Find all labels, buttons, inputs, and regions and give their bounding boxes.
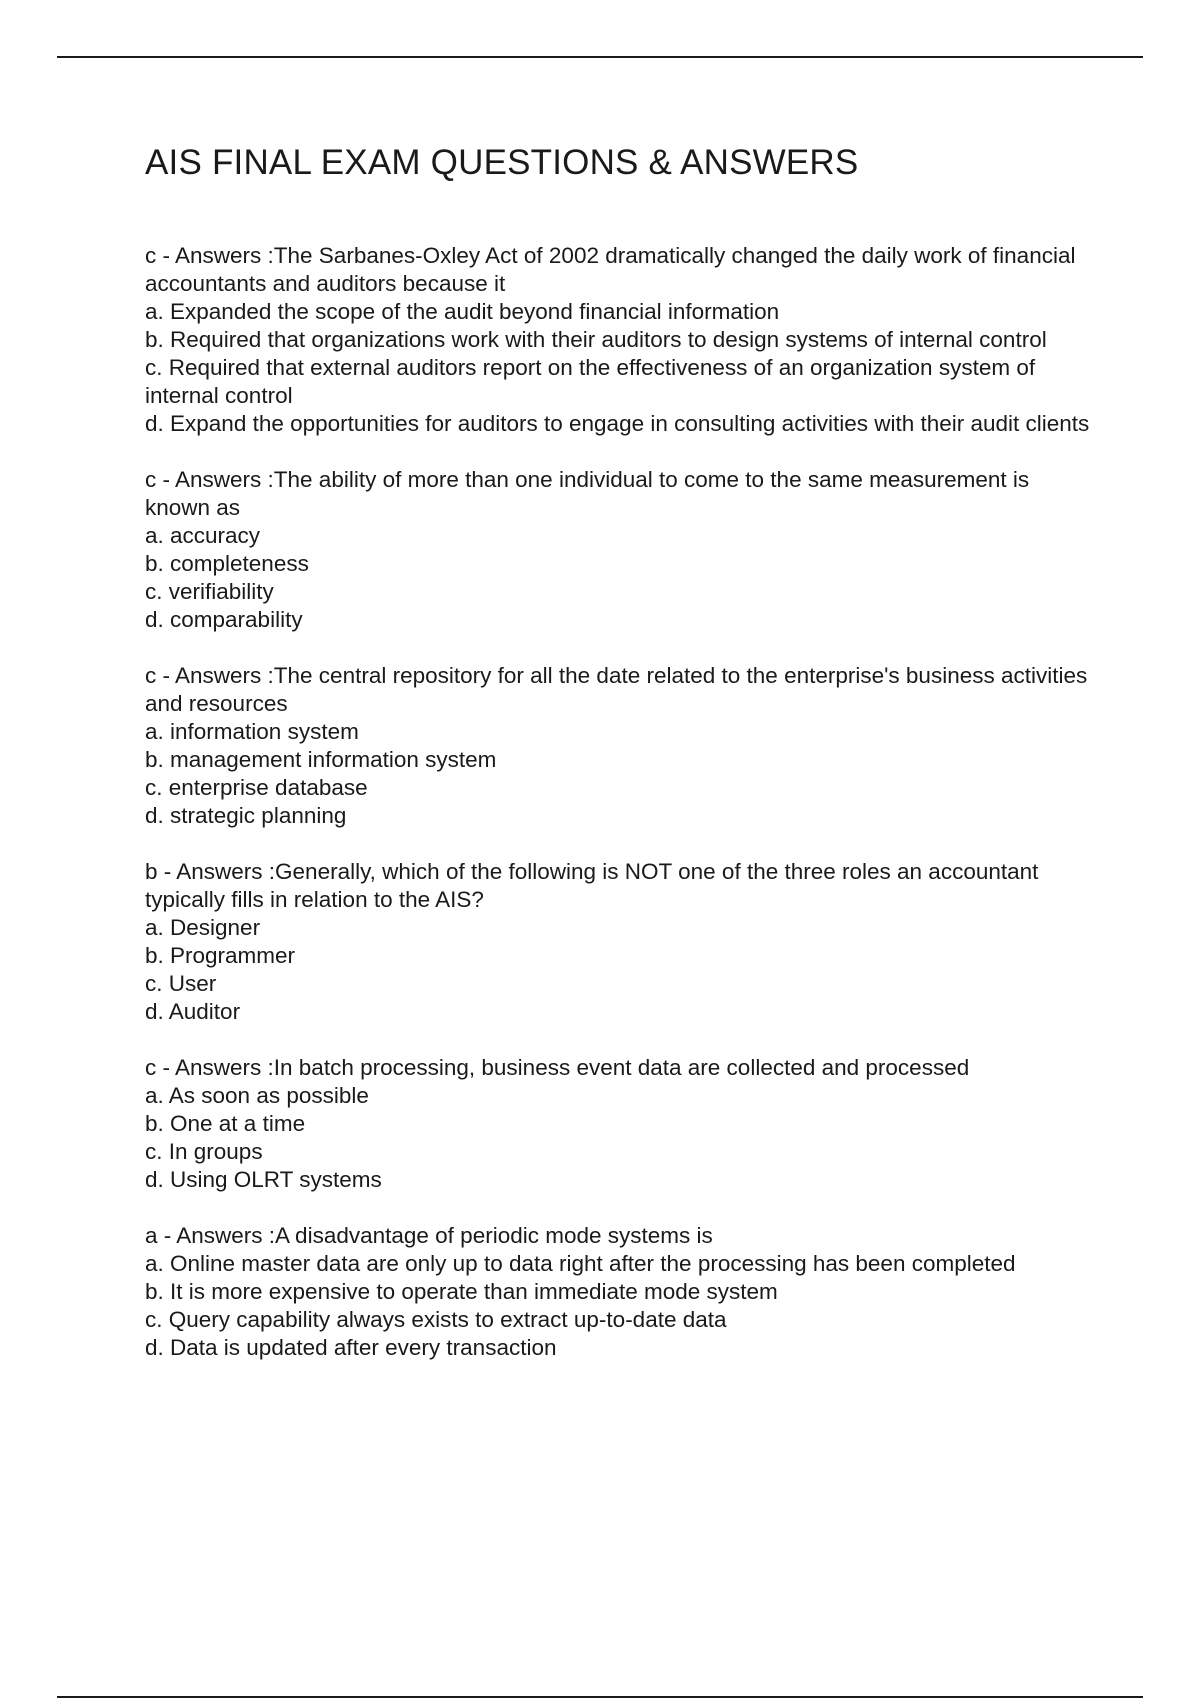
answer-option: d. Auditor xyxy=(145,999,241,1024)
question-block xyxy=(145,466,1095,634)
answer-option: d. Expand the opportunities for auditors to engage in consulting activities with their audit clients xyxy=(145,411,1090,436)
answer-option: c. In groups xyxy=(145,1139,263,1164)
answer-option: b. completeness xyxy=(145,551,309,576)
question-block xyxy=(145,1054,1095,1194)
question-stem: c - Answers :The ability of more than one individual to come to the same measurement is known as xyxy=(145,467,1030,520)
question-stem: a - Answers :A disadvantage of periodic mode systems is xyxy=(145,1223,713,1248)
question-block xyxy=(145,858,1095,1026)
answer-option: c. Query capability always exists to extract up-to-date data xyxy=(145,1307,727,1332)
top-rule xyxy=(57,56,1143,58)
question-stem: b - Answers :Generally, which of the following is NOT one of the three roles an accountant typically fills in relation to the AIS? xyxy=(145,859,1039,912)
answer-option: c. Required that external auditors report on the effectiveness of an organization system of internal control xyxy=(145,355,1036,408)
answer-option: b. Required that organizations work with their auditors to design systems of internal control xyxy=(145,327,1047,352)
question-stem: c - Answers :The Sarbanes-Oxley Act of 2002 dramatically changed the daily work of financial accountants and auditors because it xyxy=(145,243,1076,296)
answer-option: a. Expanded the scope of the audit beyond financial information xyxy=(145,299,780,324)
question-list xyxy=(145,242,1095,1362)
question-block xyxy=(145,1222,1095,1362)
question-block xyxy=(145,662,1095,830)
page-title: AIS FINAL EXAM QUESTIONS & ANSWERS xyxy=(145,143,859,182)
answer-option: a. information system xyxy=(145,719,359,744)
answer-option: c. enterprise database xyxy=(145,775,368,800)
answer-option: d. Using OLRT systems xyxy=(145,1167,382,1192)
answer-option: b. It is more expensive to operate than immediate mode system xyxy=(145,1279,778,1304)
question-stem: c - Answers :The central repository for all the date related to the enterprise's business activities and resources xyxy=(145,663,1088,716)
answer-option: a. Online master data are only up to data right after the processing has been completed xyxy=(145,1251,1016,1276)
answer-option: c. User xyxy=(145,971,217,996)
answer-option: d. comparability xyxy=(145,607,303,632)
question-block xyxy=(145,242,1095,438)
answer-option: d. strategic planning xyxy=(145,803,347,828)
question-stem: c - Answers :In batch processing, business event data are collected and processed xyxy=(145,1055,970,1080)
answer-option: b. Programmer xyxy=(145,943,296,968)
answer-option: a. As soon as possible xyxy=(145,1083,369,1108)
answer-option: a. accuracy xyxy=(145,523,261,548)
answer-option: d. Data is updated after every transaction xyxy=(145,1335,557,1360)
answer-option: a. Designer xyxy=(145,915,261,940)
bottom-rule xyxy=(57,1696,1143,1698)
page-content xyxy=(145,142,1095,1390)
answer-option: c. verifiability xyxy=(145,579,274,604)
answer-option: b. One at a time xyxy=(145,1111,306,1136)
answer-option: b. management information system xyxy=(145,747,497,772)
